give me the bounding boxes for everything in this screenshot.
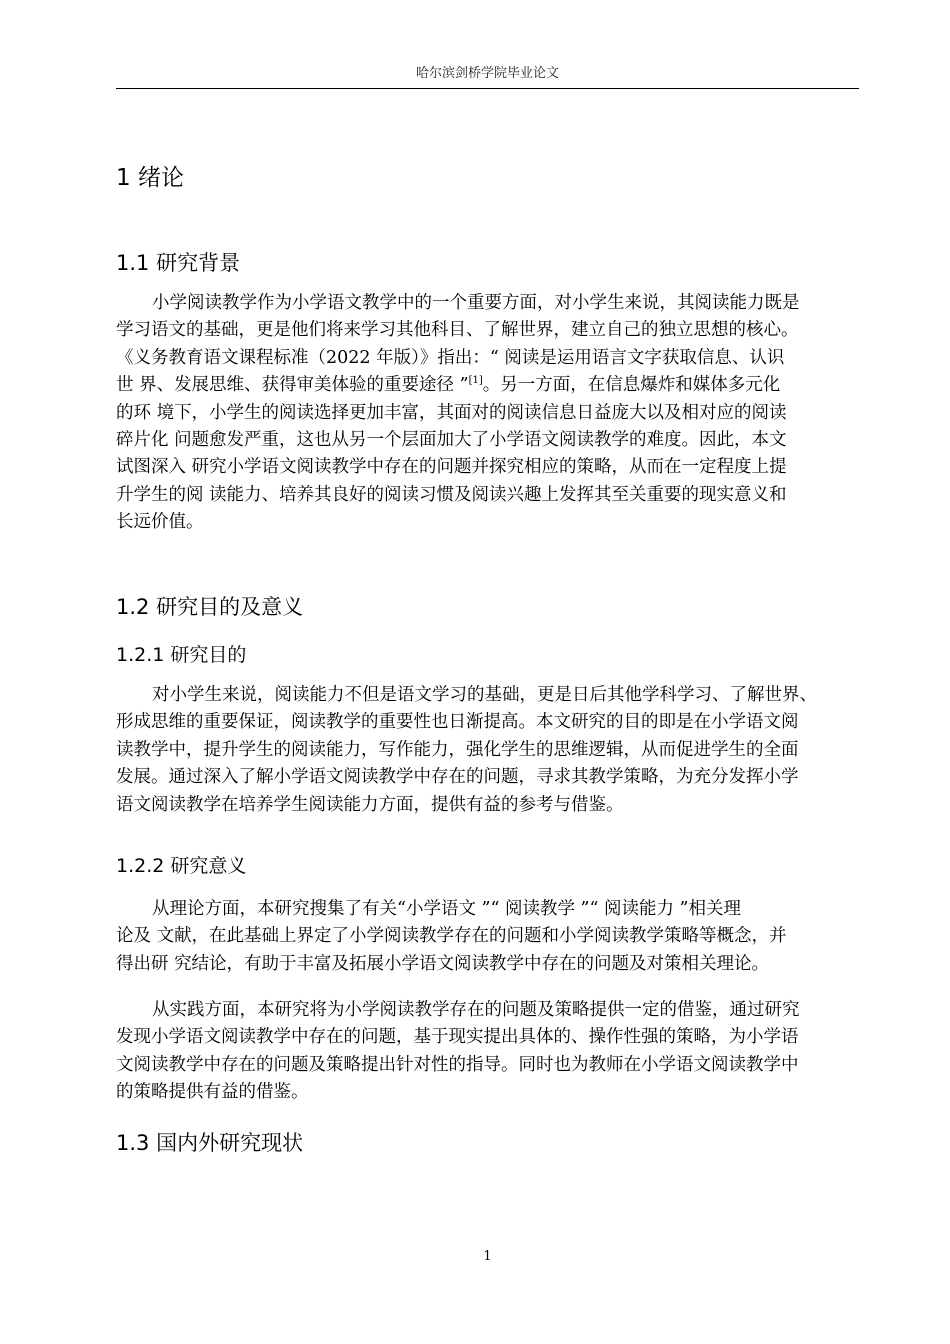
paragraph-line: 的策略提供有益的借鉴。 [116, 1082, 309, 1103]
paragraph-line: 对小学生来说，阅读能力不但是语文学习的基础，更是日后其他学科学习、了解世界、 [152, 685, 817, 705]
section-heading-1-2: 1.2 研究目的及意义 [116, 595, 304, 619]
running-header-title: 哈尔滨剑桥学院毕业论文 [415, 66, 559, 81]
paragraph-line: 学习语文的基础，更是他们将来学习其他科目、了解世界，建立自己的独立思想的核心。 [116, 320, 799, 341]
paragraph-line: 试图深入 研究小学语文阅读教学中存在的问题并探究相应的策略，从而在一定程度上提 [116, 457, 787, 478]
paragraph-line: 的环 境下，小学生的阅读选择更加丰富，其面对的阅读信息日益庞大以及相对应的阅读 [116, 402, 787, 423]
significance-paragraph-theory [116, 896, 859, 978]
paragraph-line: 读教学中，提升学生的阅读能力，写作能力，强化学生的思维逻辑，从而促进学生的全面 [116, 739, 799, 760]
paragraph-line: 长远价值。 [116, 512, 204, 533]
paragraph-line: 从实践方面，本研究将为小学阅读教学存在的问题及策略提供一定的借鉴，通过研究 [152, 1000, 800, 1020]
paragraph-line: 发现小学语文阅读教学中存在的问题，基于现实提出具体的、操作性强的策略，为小学语 [116, 1027, 799, 1048]
paragraph-line-text: 世 界、发展思维、获得审美体验的重要途径 ” [116, 375, 469, 396]
header-divider [116, 88, 859, 89]
chapter-heading: 1 绪论 [116, 165, 184, 191]
citation-marker: [1] [468, 375, 483, 387]
paragraph-line: 从理论方面，本研究搜集了有关“小学语文 ”“ 阅读教学 ”“ 阅读能力 ”相关理 [152, 899, 741, 919]
paragraph-line: 形成思维的重要保证，阅读教学的重要性也日渐提高。本文研究的目的即是在小学语文阅 [116, 712, 799, 733]
subsection-heading-1-2-1: 1.2.1 研究目的 [116, 644, 247, 666]
significance-paragraph-practice [116, 997, 859, 1107]
paragraph-line-text: 。另一方面，在信息爆炸和媒体多元化 [482, 375, 781, 396]
subsection-heading-1-2-2: 1.2.2 研究意义 [116, 855, 247, 877]
paragraph-line: 论及 文献，在此基础上界定了小学阅读教学存在的问题和小学阅读教学策略等概念，并 [116, 926, 787, 947]
paragraph-line: 发展。通过深入了解小学语文阅读教学中存在的问题，寻求其教学策略，为充分发挥小学 [116, 767, 799, 788]
paragraph-line: 升学生的阅 读能力、培养其良好的阅读习惯及阅读兴趣上发挥其至关重要的现实意义和 [116, 484, 787, 505]
paragraph-line: 碎片化 问题愈发严重，这也从另一个层面加大了小学语文阅读教学的难度。因此，本文 [116, 430, 787, 451]
purpose-paragraph [116, 682, 859, 819]
paragraph-line: 《义务教育语文课程标准（2022 年版）》指出：“ 阅读是运用语言文字获取信息、认识 [116, 347, 785, 368]
paragraph-line: 文阅读教学中存在的问题及策略提出针对性的指导。同时也为教师在小学语文阅读教学中 [116, 1054, 799, 1075]
section-heading-1-3: 1.3 国内外研究现状 [116, 1131, 304, 1155]
section-heading-1-1: 1.1 研究背景 [116, 251, 241, 275]
paragraph-line: 得出研 究结论，有助于丰富及拓展小学语文阅读教学中存在的问题及对策相关理论。 [116, 953, 770, 974]
page-number: 1 [483, 1249, 492, 1264]
paragraph-line: 语文阅读教学在培养学生阅读能力方面，提供有益的参考与借鉴。 [116, 794, 624, 815]
paragraph-line: 小学阅读教学作为小学语文教学中的一个重要方面，对小学生来说，其阅读能力既是 [152, 293, 800, 313]
paragraph-line-with-citation [116, 372, 859, 399]
background-paragraph [116, 290, 859, 537]
